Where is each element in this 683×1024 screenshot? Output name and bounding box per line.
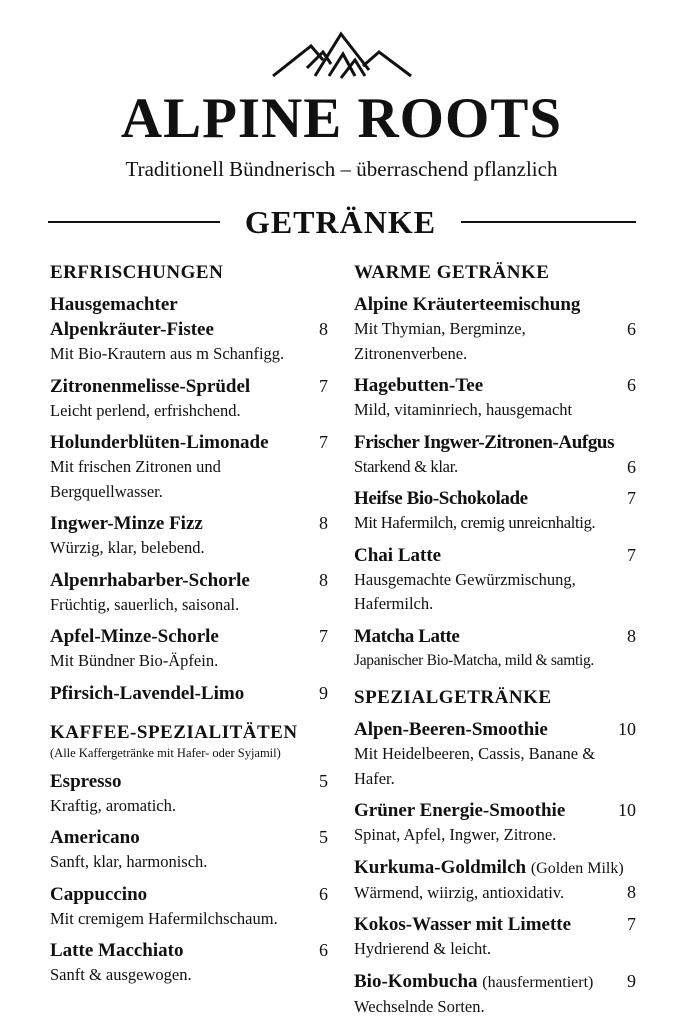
item-subtitle: (hausfermentiert) [482, 973, 594, 991]
item-price: 6 [319, 883, 328, 904]
category-note: (Alle Kaffergetränke mit Hafer- oder Syjamil) [50, 745, 281, 760]
item-desc: Würzig, klar, belebend. [50, 538, 205, 557]
item-price: 6 [627, 375, 636, 395]
item-name: Matcha Latte [354, 625, 460, 647]
item-desc: Mit Thymian, Bergminze, Zitronenverbene. [354, 319, 526, 363]
menu-item [50, 681, 328, 706]
item-name: Apfel-Minze-Schorle [50, 626, 219, 647]
menu-item [354, 543, 636, 617]
item-price: 8 [627, 625, 636, 646]
item-desc: Wechselnde Sorten. [354, 996, 485, 1016]
menu-item [50, 374, 328, 424]
item-name: Americano [50, 827, 140, 848]
category-title: WARME GETRÄNKE [354, 262, 550, 283]
category-title: SPEZIALGETRÄNKE [354, 687, 552, 708]
item-price: 9 [627, 970, 636, 991]
mountain-logo-icon [271, 30, 413, 80]
item-name: Grüner Energie-Smoothie [354, 800, 566, 821]
menu-item [354, 373, 636, 423]
item-desc: Wärmend, wiirzig, antioxidativ. [354, 882, 565, 902]
category-title: ERFRISCHUNGEN [50, 262, 224, 283]
item-price: 7 [319, 626, 328, 646]
menu-item [354, 969, 636, 1020]
item-desc: Kraftig, aromatich. [50, 795, 176, 815]
section-title: GETRÄNKE [244, 204, 437, 240]
item-name: Alpenrhabarber-Schorle [50, 569, 250, 591]
item-desc: Mit Bio-Krautern aus m Schanfigg. [50, 344, 285, 363]
item-name: Ingwer-Minze Fizz [50, 513, 203, 534]
menu-column-left [50, 262, 328, 988]
menu-item [50, 882, 328, 932]
item-price: 8 [319, 513, 328, 533]
item-desc: Sanft & ausgewogen. [50, 965, 192, 984]
item-desc: Sanft, klar, harmonisch. [50, 852, 208, 871]
item-name: Zitronenmelisse-Sprüdel [50, 375, 251, 397]
menu-item [354, 624, 636, 674]
category-title: KAFFEE-SPEZIALITÄTEN [50, 721, 298, 743]
item-name: Alpen-Beeren-Smoothie [354, 719, 548, 740]
item-desc: Mild, vitaminriech, hausgemacht [354, 400, 573, 419]
item-desc: Hydrierend & leicht. [354, 939, 491, 958]
menu-item [354, 912, 636, 962]
item-price: 7 [319, 375, 328, 396]
menu-item [50, 938, 328, 988]
item-price: 7 [627, 914, 636, 934]
item-name: Pfirsich-Lavendel-Limo [50, 682, 245, 704]
header-rule-left [48, 221, 220, 223]
item-desc: Mit frischen Zitronen und Bergquellwasser. [50, 457, 221, 501]
item-price: 7 [319, 432, 328, 452]
item-desc: Mit Bündner Bio-Äpfein. [50, 651, 219, 670]
item-name: Espresso [50, 770, 122, 792]
item-desc: Leicht perlend, erfrishchend. [50, 400, 241, 420]
item-name: Alpine Kräuterteemischung [354, 294, 581, 315]
item-name: Latte Macchiato [50, 940, 184, 961]
item-price: 10 [618, 800, 636, 820]
item-name: Holunderblüten-Limonade [50, 432, 269, 453]
item-name: Kurkuma-Goldmilch [354, 856, 527, 878]
item-price: 8 [627, 881, 636, 902]
item-name: Cappuccino [50, 883, 148, 905]
item-name: Kokos-Wasser mit Limette [354, 914, 572, 935]
menu-item [354, 798, 636, 848]
menu-item [50, 292, 328, 367]
item-price: 9 [319, 682, 328, 703]
menu-item [50, 511, 328, 561]
menu-item [50, 769, 328, 819]
item-name: Frischer Ingwer-Zitronen-Aufgus [354, 431, 615, 453]
item-desc: Japanischer Bio-Matcha, mild & samtig. [354, 651, 594, 669]
menu-item [50, 430, 328, 504]
menu-item [354, 486, 636, 536]
item-price: 5 [319, 827, 328, 847]
menu-item [50, 825, 328, 875]
item-desc: Mit Hafermilch, cremig unreicnhaltig. [354, 513, 596, 532]
item-desc: Starkend & klar. [354, 456, 458, 476]
item-desc: Mit Heidelbeeren, Cassis, Banane & Hafer. [354, 744, 596, 788]
menu-item [50, 624, 328, 674]
item-desc: Mit cremigem Hafermilchschaum. [50, 908, 278, 928]
item-subtitle: (Golden Milk) [530, 859, 624, 877]
item-price: 5 [319, 770, 328, 791]
section-header [48, 202, 636, 242]
item-price: 6 [627, 456, 636, 477]
menu-item [354, 717, 636, 791]
menu-column-right [354, 262, 636, 1019]
item-price: 7 [627, 544, 636, 565]
item-desc: Spinat, Apfel, Ingwer, Zitrone. [354, 825, 557, 844]
brand-tagline: Traditionell Bündnerisch – überraschend pflanzlich [125, 157, 558, 181]
item-price: 8 [319, 569, 328, 590]
menu-item [50, 568, 328, 618]
item-price: 7 [627, 488, 636, 508]
item-name: Chai Latte [354, 544, 442, 566]
item-price: 6 [319, 940, 328, 960]
item-name: Bio-Kombucha [354, 970, 478, 992]
item-price: 8 [319, 319, 328, 339]
header-rule-right [461, 221, 636, 223]
menu-item [354, 855, 636, 906]
item-desc: Früchtig, sauerlich, saisonal. [50, 594, 240, 614]
item-price: 10 [618, 719, 636, 739]
item-desc: Hausgemachte Gewürzmischung, Hafermilch. [354, 569, 576, 613]
brand-title: ALPINE ROOTS [120, 87, 563, 150]
item-name: Hagebutten-Tee [354, 375, 484, 396]
item-price: 6 [627, 319, 636, 339]
menu-item [354, 430, 636, 480]
item-name: Hausgemachter Alpenkräuter-Fistee [50, 294, 214, 340]
menu-item [354, 292, 636, 366]
item-name: Heifse Bio-Schokolade [354, 488, 528, 509]
